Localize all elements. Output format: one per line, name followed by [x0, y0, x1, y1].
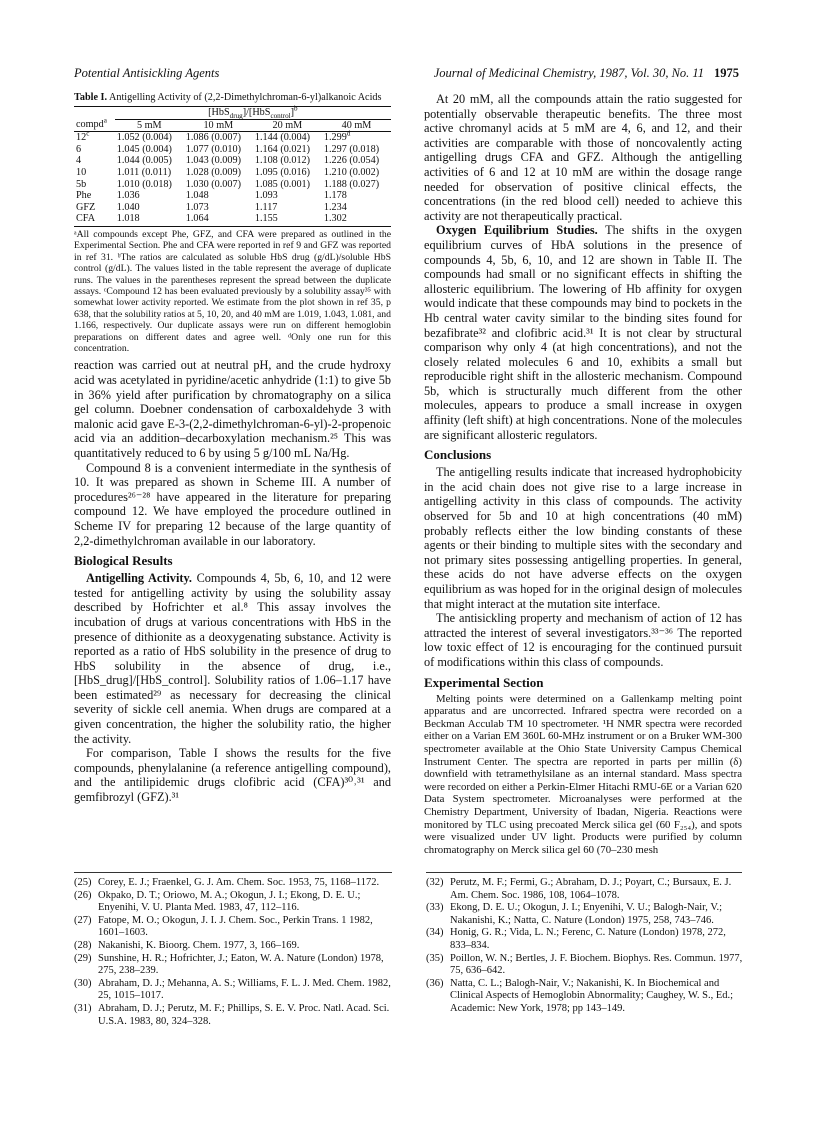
compound-cell: 5b [76, 178, 87, 190]
reference-number: (29) [74, 952, 92, 964]
right-paragraph-4: The antisickling property and mechanism of action of 12 has attracted the interest of several investigators.³³⁻³⁶ The reported low toxic effect of 12 is encouraging for the continued pursuit of modifications within this class of compounds. [424, 611, 742, 669]
reference-number: (32) [426, 877, 444, 888]
table-row [74, 213, 391, 226]
value-cell: 1.064 [184, 213, 253, 226]
table-row [74, 144, 391, 156]
value-cell: 1.095 (0.016) [254, 166, 311, 178]
value-cell: 1.164 (0.021) [254, 143, 311, 155]
footnote-rule-left [74, 872, 392, 873]
value-cell: 1.297 (0.018) [323, 143, 380, 155]
reference-number: (28) [74, 939, 92, 951]
reference-text: Honig, G. R.; Vida, L. N.; Ferenc, C. Nature (London) 1978, 272, 833–834. [450, 927, 726, 951]
reference-entry [74, 940, 396, 953]
right-paragraph-1: At 20 mM, all the compounds attain the ratio suggested for potentially observable therapeutic benefits. The three most active chromanyl acids at 5 mM are 4, 6, and 12, and their activities are comparable with those of noncovalently acting antigelling drugs CFA and GFZ. Although the antigelling activities of 6 and 12 at 10 mM are within the dosage range needed for observation of positive clinical effects, the concentrations (in the red blood cell) needed to achieve this activity are not therapeutically practical. [424, 92, 742, 223]
running-head-journal [429, 66, 739, 81]
table-row [74, 155, 391, 167]
value-cell: 1.188 (0.027) [323, 178, 380, 190]
table-row [74, 190, 391, 202]
reference-number: (25) [74, 877, 92, 888]
left-paragraph-2: Compound 8 is a convenient intermediate in the synthesis of 10. It was prepared as shown in Scheme III. A number of procedures²⁶⁻²⁸ have appeared in the literature for preparing compound 12. We have employed the procedure outlined in Scheme IV for preparing 12 because of the large quantity of 2,2-dimethylchroman available in our laboratory. [74, 460, 391, 548]
left-column [74, 92, 391, 805]
value-cell: 1.030 (0.007) [185, 178, 241, 190]
value-cell: 1.018 [115, 213, 184, 226]
value-cell: 1.178 [323, 190, 347, 202]
table-row [74, 179, 391, 191]
value-cell: 1.073 [185, 201, 209, 213]
reference-text: Poillon, W. N.; Bertles, J. F. Biochem. Biophys. Res. Commun. 1977, 75, 636–642. [450, 952, 743, 977]
value-cell: 1.093 [254, 190, 278, 202]
reference-number: (27) [74, 914, 92, 926]
reference-entry [426, 902, 746, 927]
table-1-label: Table I. [74, 92, 108, 103]
reference-text: Corey, E. J.; Fraenkel, G. J. Am. Chem. Soc. 1953, 75, 1168–1172. [98, 877, 380, 888]
reference-number: (30) [74, 977, 92, 989]
right-paragraph-3: The antigelling results indicate that increased hydrophobicity in the acid chain does not give rise to a large increase in antigelling activity in this class of compounds. The activity observed for 5b and 10 at high concentrations (40 mM) probably reflects either the low binding constants of these agents or their binding to multiple sites with the secondary and not primary sites possessing antigelling properties. In general, these acids do not have adverse effects on the oxygen equilibrium as was hoped for in the original design of molecules that might interact at the mutation site interface. [424, 465, 742, 611]
left-paragraph-1: reaction was carried out at neutral pH, and the crude hydroxy acid was acetylated in pyridine/acetic anhydride (1:1) to give 5b in 36% yield after purification by chromatography on a silica gel column. Doebner condensation of carboxaldehyde 3 with malonic acid gave E-3-(2,2-dimethylchroman-6-yl)-2-propenoic acid via an addition–decarboxylation mechanism.²⁵ This was quantitatively reduced to 6 by using 5 g/100 mL Na/Hg. [74, 358, 391, 460]
table-row [74, 132, 391, 144]
reference-number: (34) [426, 927, 444, 939]
value-cell: 1.028 (0.009) [185, 166, 241, 178]
value-cell: 1.085 (0.001) [254, 178, 311, 190]
right-paragraph-2: Oxygen Equilibrium Studies. The shifts in the oxygen equilibrium curves of HbA solutions in the presence of compounds 4, 5b, 6, 10, and 12 are shown in Table II. The compounds had small or no significant effects in shifting the allosteric equilibrium. The lowering of Hb affinity for oxygen would indicate that these compounds may bind to pockets in the Hb central water cavity similar to the binding sites found for bezafibrate³² and clofibric acid.³¹ It is not clear by structural comparison why only 4 (at high concentrations), and not the closely related molecules 6 and 10, exhibits a small but reproducible right shift in the allosteric mechanism. Compound 5b, which is structurally much different from the other molecules, appears to produce a small increase in oxygen affinity (left shift) at high concentrations. None of the molecules are significant allosteric regulators. [424, 223, 742, 442]
footnote-rule-right [426, 872, 742, 873]
table-1-footnote: ᵃAll compounds except Phe, GFZ, and CFA were prepared as outlined in the Experimental Section. Phe and CFA were reported in ref 9 and GFZ was reported in ref 31. ᵇThe ratios are calculated as soluble HbS drug (g/dL)/soluble HbS control (g/dL). The values listed in the table represent the average of duplicate runs. The values in the parentheses represent the spread between the duplicate assays. ᶜCompound 12 has been evaluated previously by a solubility assay³⁵ with somewhat lower activity reported. We estimate from the plot shown in ref 35, p 638, that the solubility ratios at 5, 10, 20, and 40 mM are 1.019, 1.043, 1.081, and 1.166, respectively. Our duplicate assays were run on different hemoglobin preparations on different dates and agree well. ᵈOnly one run for this concentration. [74, 228, 391, 354]
running-head-title: Potential Antisickling Agents [74, 66, 220, 80]
reference-entry [426, 953, 746, 978]
compound-cell: CFA [74, 213, 115, 226]
table-1-caption [74, 92, 391, 104]
compound-cell: 12$^c$ [76, 129, 90, 144]
value-cell: 1.234 [323, 201, 347, 213]
reference-text: Abraham, D. J.; Perutz, M. F.; Phillips, S. E. V. Proc. Natl. Acad. Sci. U.S.A. 1983, 80, 324–328. [98, 1002, 390, 1027]
reference-number: (26) [74, 889, 92, 901]
value-cell: 1.302 [322, 213, 391, 226]
left-paragraph-3: Antigelling Activity. Compounds 4, 5b, 6, 10, and 12 were tested for antigelling activity by using the solubility assay described by Hofrichter et al.⁸ This assay involves the incubation of drugs at various concentrations with HbS in the presence of dithionite as a deoxygenating substance. Activity is reported as a ratio of HbS solubility in the presence of drug to HbS solubility in the absence of drug, i.e., [HbS_drug]/[HbS_control]. Solubility ratios of 1.06–1.17 have been estimated²⁹ as necessary for decreasing the clinical severity of sickle cell anemia. When drugs are compared at a given concentration, the higher the solubility ratio, the higher the activity. [74, 571, 392, 746]
value-cell: 1.048 [185, 190, 209, 202]
runin-antigelling: Antigelling Activity. [86, 571, 193, 586]
value-cell: 1.077 (0.010) [185, 143, 241, 155]
value-cell: 1.210 (0.002) [323, 166, 380, 178]
reference-number: (36) [426, 977, 444, 989]
reference-number: (31) [74, 1002, 92, 1014]
reference-text: Ekong, D. E. U.; Okogun, J. I.; Enyenihi, V. U.; Balogh-Nair, V.; Nakanishi, K.; Natta, C. Nature (London) 1975, 258, 743–746. [450, 902, 723, 926]
compound-cell: GFZ [76, 201, 96, 213]
ratio-header-text: [HbS$_{drug}$]/[HbS$_{control}$] [208, 107, 295, 121]
value-cell: 1.036 [116, 190, 140, 202]
table-row [74, 202, 391, 214]
reference-text: Abraham, D. J.; Mehanna, A. S.; Williams, F. L. J. Med. Chem. 1982, 25, 1015–1017. [98, 977, 391, 1002]
value-cell: 1.045 (0.004) [116, 143, 172, 155]
value-cell: 1.299$^d$ [323, 129, 351, 144]
page-number: 1975 [714, 66, 739, 80]
value-cell: 1.108 (0.012) [254, 155, 311, 167]
runin-oxygen: Oxygen Equilibrium Studies. [436, 223, 598, 238]
compound-cell: 4 [76, 155, 82, 167]
column-header: 5 mM [115, 119, 184, 132]
compound-cell: Phe [76, 190, 92, 202]
references-left [74, 877, 396, 1028]
value-cell: 1.086 (0.007) [185, 132, 241, 144]
table-1-grid [74, 106, 391, 227]
journal-citation: Journal of Medicinal Chemistry, 1987, Vol. 30, No. 11 [433, 66, 704, 80]
reference-text: Nakanishi, K. Bioorg. Chem. 1977, 3, 166–169. [98, 939, 300, 951]
value-cell: 1.155 [253, 213, 322, 226]
compound-cell: 10 [76, 166, 87, 178]
value-cell: 1.052 (0.004) [116, 132, 172, 144]
column-header: 10 mM [184, 119, 253, 132]
reference-entry [426, 877, 746, 902]
heading-experimental: Experimental Section [424, 674, 544, 690]
compound-cell: 6 [76, 143, 82, 155]
reference-entry [74, 1003, 396, 1028]
right-paragraph-5: Melting points were determined on a Gallenkamp melting point apparatus and are uncorrected. Infrared spectra were recorded on a Beckman Acculab TM 10 spectrometer. ¹H NMR spectra were recorded either on a Varian EM 360L 60-MHz instrument or on a Bruker WM-300 spectrometer available at the Ohio State University Campus Chemical Instrument Center. The spectra are reported in parts per millin (δ) downfield with tetramethylsilane as an internal standard. Mass spectra were recorded on either a Perkin-Elmer Hitachi RMU-6E or a Varian 620 Data System spectrometer. Microanalyses were performed at the Chemistry Department, University of Ibadan, Nigeria. Reactions were monitored by TLC using precoated Merck silica gel (60 F₂₅₄), and spots were visualized under UV light. Products were purified by column chromatography on Merck silica gel 60 (70–230 mesh [424, 692, 742, 856]
reference-text: Sunshine, H. R.; Hofrichter, J.; Eaton, W. A. Nature (London) 1978, 275, 238–239. [98, 952, 384, 977]
value-cell: 1.117 [254, 201, 278, 213]
right-column [424, 92, 742, 856]
reference-number: (35) [426, 952, 444, 964]
value-cell: 1.040 [116, 201, 140, 213]
table-1-ratio-header: $[HbS_{drug}]/[HbS_{control}]^b$ [115, 107, 391, 120]
left-paragraph-4: For comparison, Table I shows the results for the five compounds, phenylalanine (a reference antigelling compound), and the antilipidemic drugs clofibric acid (CFA)³⁰˒³¹ and gemfibrozyl (GFZ).³¹ [74, 746, 391, 805]
value-cell: 1.144 (0.004) [254, 132, 311, 144]
reference-text: Fatope, M. O.; Okogun, J. I. J. Chem. Soc., Perkin Trans. 1 1982, 1601–1603. [98, 914, 373, 939]
references-right [426, 877, 746, 1016]
column-header: 20 mM [253, 119, 322, 132]
reference-text: Okpako, D. T.; Oriowo, M. A.; Okogun, J. I.; Ekong, D. E. U.; Enyenihi, V. U. Planta Med. 1983, 47, 112–116. [98, 889, 361, 914]
value-cell: 1.011 (0.011) [116, 166, 172, 178]
table-1-column-headers [74, 119, 391, 132]
reference-text: Perutz, M. F.; Fermi, G.; Abraham, D. J.; Poyart, C.; Bursaux, E. J. Am. Chem. Soc. 1986, 108, 1064–1078. [450, 877, 732, 901]
table-1-title: Antigelling Activity of (2,2-Dimethylchroman-6-yl)alkanoic Acids [109, 92, 382, 103]
table-row [74, 167, 391, 179]
reference-entry [74, 877, 396, 890]
reference-entry [74, 953, 396, 978]
value-cell: 1.043 (0.009) [185, 155, 241, 167]
reference-entry [426, 927, 746, 952]
reference-entry [74, 978, 396, 1003]
value-cell: 1.226 (0.054) [323, 155, 380, 167]
value-cell: 1.010 (0.018) [116, 178, 172, 190]
table-1 [74, 92, 391, 354]
reference-text: Natta, C. L.; Balogh-Nair, V.; Nakanishi, K. In Biochemical and Clinical Aspects of Hemoglobin Abnormality; Caughey, W. S., Ed.; Academic: New York, 1978; pp 143–149. [450, 977, 734, 1014]
heading-conclusions: Conclusions [424, 447, 492, 463]
reference-number: (33) [426, 902, 444, 914]
heading-biological-results: Biological Results [74, 553, 173, 569]
reference-entry [74, 890, 396, 915]
column-header: 40 mM [322, 119, 391, 132]
reference-entry [426, 978, 746, 1016]
value-cell: 1.044 (0.005) [116, 155, 172, 167]
reference-entry [74, 915, 396, 940]
column-header: compd$^a$ [74, 119, 115, 132]
